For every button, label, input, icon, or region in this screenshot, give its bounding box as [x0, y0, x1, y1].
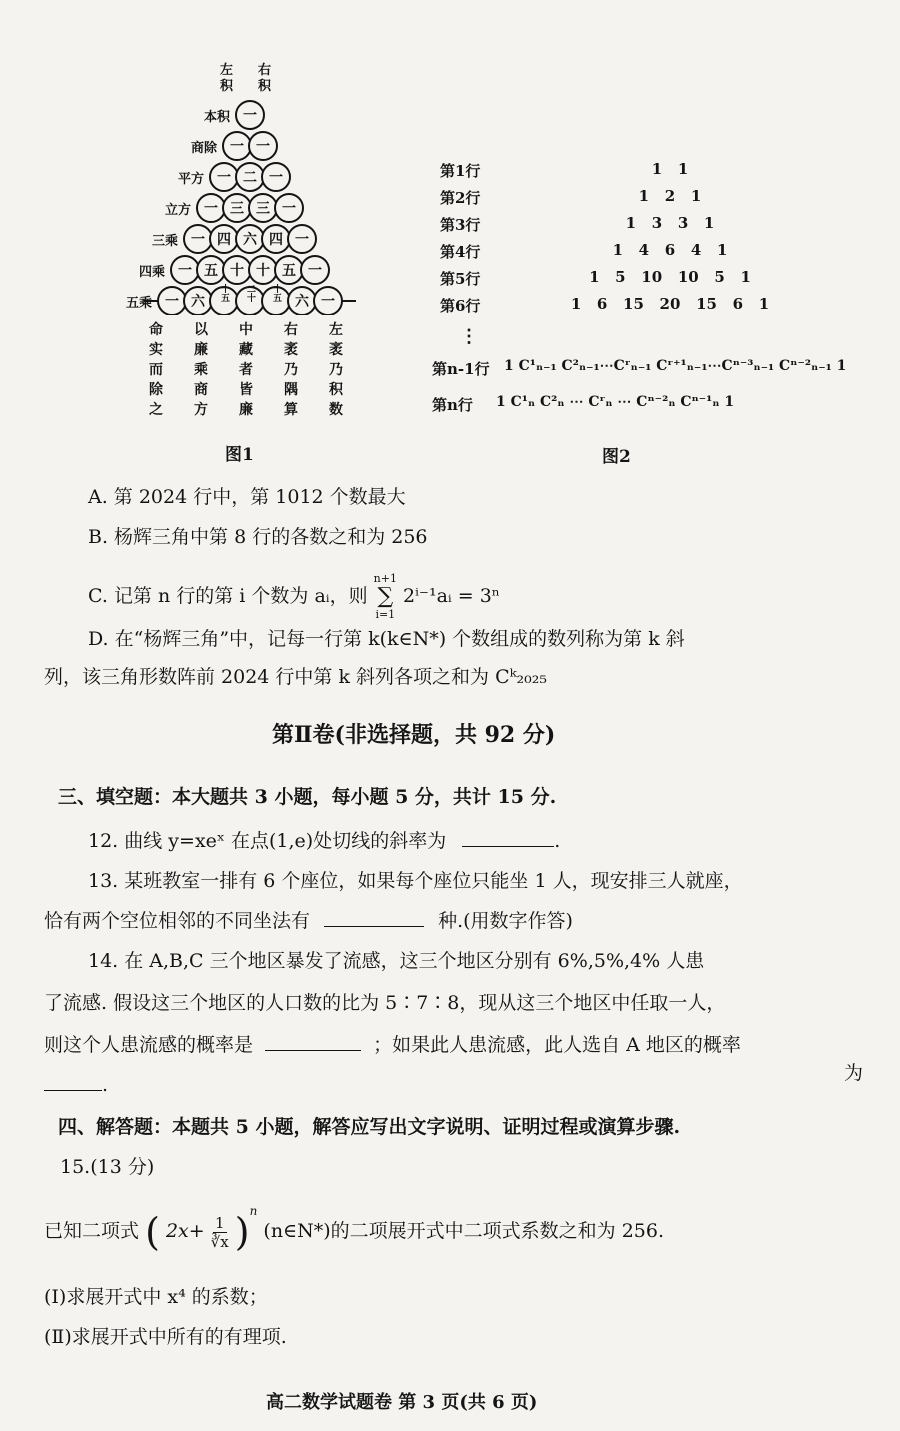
triangle-node — [210, 283, 238, 315]
fraction-denominator: ∛x — [210, 1232, 229, 1251]
fig2-row-values: 1 6 15 20 15 6 1 — [570, 295, 770, 313]
fig2-row-values: 1 2 1 — [638, 187, 702, 205]
fig2-row-values: 1 4 6 4 1 — [612, 241, 728, 259]
triangle-node-text: 二 — [243, 170, 257, 186]
triangle-node — [262, 163, 290, 191]
triangle-node-text: 一 — [321, 294, 335, 310]
triangle-node-text: 一 — [256, 139, 270, 155]
triangle-node-text: 一 — [295, 232, 309, 248]
row-label: 商除 — [190, 141, 217, 156]
q13-text-a: 恰有两个空位相邻的不同坐法有 — [44, 910, 311, 932]
row-label: 四乘 — [138, 265, 165, 280]
triangle-node-text: 一 — [230, 139, 244, 155]
triangle-node — [184, 287, 212, 315]
q14-answer-blank-2[interactable] — [44, 1089, 102, 1091]
triangle-node-text: 一 — [282, 201, 296, 217]
top-left-label: 左积 — [220, 63, 234, 94]
triangle-node-text: 十 — [256, 263, 270, 279]
triangle-node-text: 十五 — [219, 284, 229, 302]
fig2-row-label: 第2行 — [440, 189, 481, 207]
q14-text-a: 则这个人患流感的概率是 — [44, 1034, 254, 1056]
triangle-node-text: 十五 — [271, 284, 281, 302]
triangle-node-text: 一 — [178, 263, 192, 279]
fig2-row-label: 第4行 — [440, 243, 481, 261]
option-a: A. 第 2024 行中，第 1012 个数最大 — [88, 486, 406, 508]
triangle-node — [275, 194, 303, 222]
fig2-row-label: 第3行 — [440, 216, 481, 234]
triangle-node-text: 十 — [230, 263, 244, 279]
q13-line2 — [44, 906, 573, 933]
triangle-node — [184, 225, 212, 253]
triangle-node — [171, 256, 199, 284]
triangle-node-text: 五 — [204, 263, 218, 279]
triangle-node-text: 六 — [295, 294, 309, 310]
q12-text: 12. 曲线 y=xeˣ 在点(1,e)处切线的斜率为 — [88, 830, 447, 852]
option-c-formula: 2ⁱ⁻¹aᵢ = 3ⁿ — [403, 585, 501, 607]
triangle-node-text: 四 — [269, 232, 283, 248]
triangle-node — [210, 225, 238, 253]
column-text: 左袤乃积数 — [329, 322, 343, 418]
question-12 — [88, 826, 560, 853]
part4-heading: 四、解答题：本题共 5 小题，解答应写出文字说明、证明过程或演算步骤. — [58, 1116, 681, 1138]
sum-upper: n+1 — [373, 572, 397, 585]
triangle-node-text: 五 — [282, 263, 296, 279]
triangle-node-text: 一 — [308, 263, 322, 279]
q13-answer-blank[interactable] — [324, 925, 424, 927]
triangle-node-text: 三 — [256, 201, 270, 217]
option-d-line1: D. 在“杨辉三角”中，记每一行第 k(k∈N*) 个数组成的数列称为第 k 斜 — [88, 628, 685, 650]
q15-stem — [44, 1204, 664, 1254]
triangle-node — [249, 256, 277, 284]
q15-text-a: 已知二项式 — [44, 1220, 140, 1242]
column-text: 中藏者皆廉 — [239, 322, 253, 418]
triangle-node-text: 一 — [243, 108, 257, 124]
figure1-caption: 图1 — [225, 445, 254, 465]
row-label: 三乘 — [151, 234, 178, 249]
row-n-label: 第n行 — [432, 396, 473, 414]
right-paren: ) — [234, 1210, 250, 1254]
triangle-node — [301, 256, 329, 284]
fig2-row-values: 1 5 10 10 5 1 — [589, 268, 751, 286]
triangle-node-text: 六 — [243, 232, 257, 248]
q14-line3 — [44, 1030, 741, 1057]
ellipsis-dots: ⋮ — [460, 326, 478, 347]
q15-part-i: (Ⅰ)求展开式中 x⁴ 的系数； — [44, 1286, 268, 1308]
figure2-caption: 图2 — [602, 447, 631, 467]
option-d-line2: 列，该三角形数阵前 2024 行中第 k 斜列各项之和为 Cᵏ₂₀₂₅ — [44, 666, 548, 688]
triangle-node — [314, 287, 342, 315]
triangle-node-text: 一 — [165, 294, 179, 310]
triangle-node-text: 一 — [217, 170, 231, 186]
triangle-node — [236, 101, 264, 129]
top-right-label: 右积 — [258, 63, 272, 94]
sum-sign: ∑ — [377, 584, 394, 609]
triangle-node-text: 一 — [204, 201, 218, 217]
q14-line3-tail: 为 — [844, 1062, 864, 1084]
fig2-row-values: 1 3 3 1 — [625, 214, 715, 232]
q15-expr: 2x+ — [165, 1220, 205, 1242]
column-text: 命实而除之 — [149, 322, 163, 418]
figure-yanghui-triangle — [90, 55, 420, 465]
q13-text-b: 种.(用数字作答) — [438, 910, 573, 932]
q15-part-ii: (Ⅱ)求展开式中所有的有理项. — [44, 1326, 287, 1348]
triangle-node — [223, 256, 251, 284]
triangle-node — [236, 284, 264, 315]
q14-line4 — [44, 1074, 108, 1096]
row-label: 立方 — [164, 203, 191, 218]
sum-symbol — [374, 572, 397, 622]
triangle-node — [210, 163, 238, 191]
triangle-node — [275, 256, 303, 284]
triangle-node — [262, 283, 290, 315]
option-c-text: C. 记第 n 行的第 i 个数为 aᵢ，则 — [88, 585, 368, 607]
fig2-row-label: 第6行 — [440, 297, 481, 315]
option-c — [88, 572, 500, 622]
q15-fraction — [211, 1214, 229, 1251]
triangle-node — [262, 225, 290, 253]
column-text: 以廉乘商方 — [194, 322, 208, 418]
triangle-node — [249, 194, 277, 222]
triangle-node — [158, 287, 186, 315]
q12-end: . — [554, 830, 561, 852]
q15-number: 15.(13 分) — [60, 1156, 155, 1178]
triangle-node — [288, 287, 316, 315]
q14-line1: 14. 在 A,B,C 三个地区暴发了流感，这三个地区分别有 6%,5%,4% 人患 — [88, 950, 705, 972]
sum-lower: i=1 — [375, 608, 396, 621]
part3-heading: 三、填空题：本大题共 3 小题，每小题 5 分，共计 15 分. — [58, 786, 557, 808]
triangle-node — [288, 225, 316, 253]
triangle-node-text: 一 — [191, 232, 205, 248]
row-n-minus-1-label: 第n-1行 — [432, 360, 490, 378]
triangle-node-text: 四 — [217, 232, 231, 248]
fraction-numerator: 1 — [214, 1213, 225, 1232]
triangle-node — [223, 132, 251, 160]
row-n-values: 1 C¹ₙ C²ₙ ⋯ Cʳₙ ⋯ Cⁿ⁻²ₙ Cⁿ⁻¹ₙ 1 — [496, 394, 735, 410]
page-footer: 高二数学试题卷 第 3 页(共 6 页) — [266, 1392, 538, 1413]
triangle-node — [236, 163, 264, 191]
triangle-node — [197, 256, 225, 284]
triangle-node — [249, 132, 277, 160]
q12-answer-blank[interactable] — [462, 845, 554, 847]
triangle-node-text: 三 — [230, 201, 244, 217]
fig2-row-label: 第1行 — [440, 162, 481, 180]
row-n-minus-1-values: 1 C¹ₙ₋₁ C²ₙ₋₁⋯Cʳₙ₋₁ Cʳ⁺¹ₙ₋₁⋯Cⁿ⁻³ₙ₋₁ Cⁿ⁻²ₙ₋₁ 1 — [504, 358, 847, 374]
triangle-node — [223, 194, 251, 222]
q15-exponent: n — [249, 1204, 258, 1218]
fig2-row-label: 第5行 — [440, 270, 481, 288]
q14-text-b: ；如果此人患流感，此人选自 A 地区的概率 — [373, 1034, 741, 1056]
fig2-row-values: 1 1 — [651, 160, 689, 178]
triangle-node-text: 一 — [269, 170, 283, 186]
option-b: B. 杨辉三角中第 8 行的各数之和为 256 — [88, 526, 428, 548]
section2-title: 第Ⅱ卷(非选择题，共 92 分) — [272, 722, 556, 748]
q14-end: . — [102, 1074, 109, 1096]
row-label: 五乘 — [125, 296, 152, 311]
triangle-node — [197, 194, 225, 222]
triangle-node-text: 二十 — [245, 284, 255, 302]
q15-text-b: (n∈N*)的二项展开式中二项式系数之和为 256. — [263, 1220, 665, 1242]
triangle-node-text: 六 — [191, 294, 205, 310]
left-paren: ( — [145, 1210, 160, 1254]
column-text: 右袤乃隅算 — [284, 322, 298, 418]
q14-answer-blank-1[interactable] — [265, 1049, 361, 1051]
q13-line1: 13. 某班教室一排有 6 个座位，如果每个座位只能坐 1 人，现安排三人就座， — [88, 870, 743, 892]
q14-line2: 了流感. 假设这三个地区的人口数的比为 5∶7∶8，现从这三个地区中任取一人， — [44, 992, 726, 1014]
row-label: 本积 — [203, 110, 230, 125]
row-label: 平方 — [177, 172, 204, 187]
triangle-node — [236, 225, 264, 253]
